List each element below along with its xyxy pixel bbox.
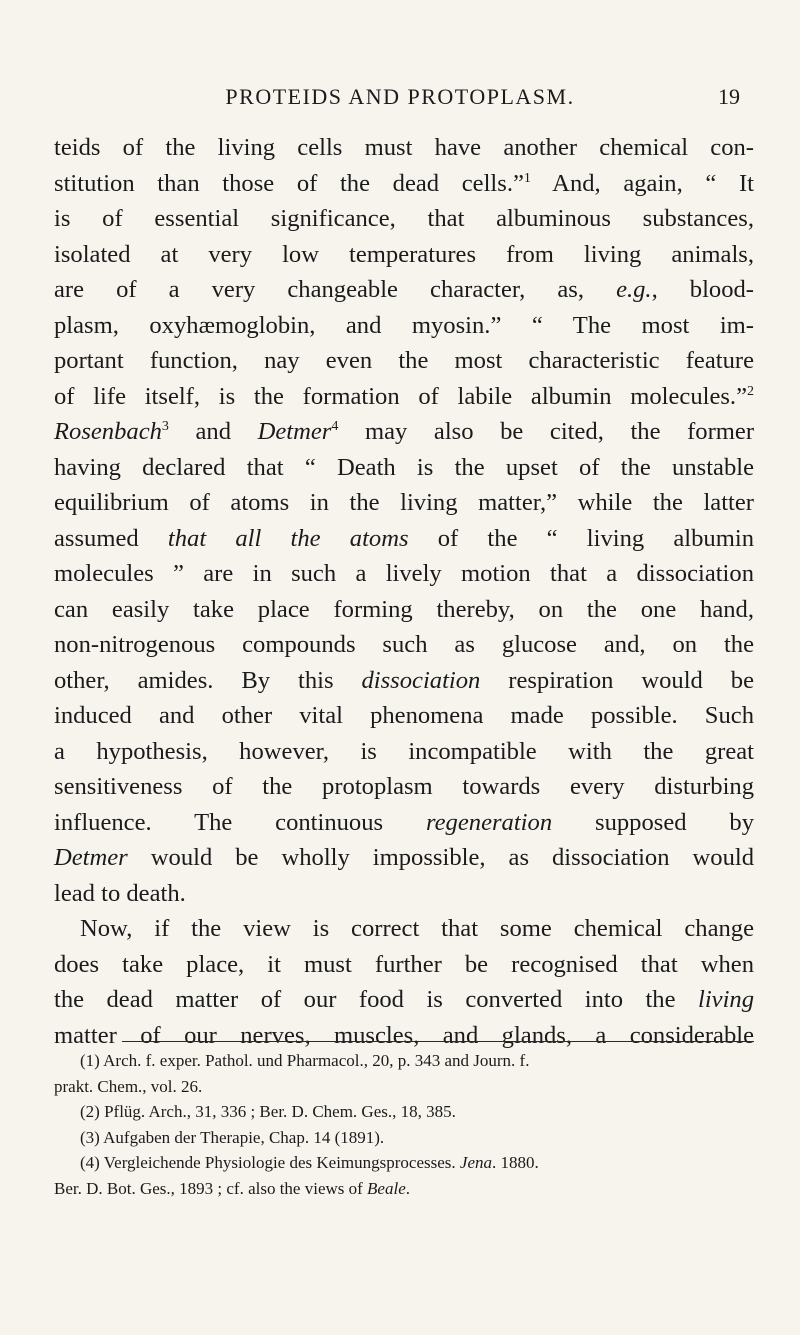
footnote-4: (4) Vergleichende Physiologie des Keimungsprocesses. Jena. 1880. bbox=[80, 1153, 539, 1172]
text-line: are of a very changeable character, as, e.g., blood- bbox=[54, 276, 754, 303]
text-line: Rosenbach$^3$ and Detmer$^4$ may also be cited, the former bbox=[54, 418, 755, 445]
page-header bbox=[60, 84, 740, 120]
text-line: sensitiveness of the protoplasm towards every disturbing bbox=[54, 773, 754, 800]
footnote-3: (3) Aufgaben der Therapie, Chap. 14 (1891). bbox=[80, 1127, 385, 1147]
text-line: influence. The continuous regeneration supposed by bbox=[54, 808, 754, 836]
text-line: a hypothesis, however, is incompatible with the great bbox=[54, 737, 754, 765]
text-line: isolated at very low temperatures from living animals, bbox=[54, 240, 754, 268]
text-line: matter of our nerves, muscles, and glands, a considerable bbox=[54, 1021, 754, 1049]
main-text bbox=[54, 130, 754, 1053]
footnote-divider bbox=[122, 1041, 754, 1042]
text-line: of life itself, is the formation of labile albumin molecules.”$^2$ bbox=[54, 382, 754, 410]
footnote-1-cont: prakt. Chem., vol. 26. bbox=[54, 1076, 203, 1096]
running-title: PROTEIDS AND PROTOPLASM. bbox=[225, 84, 575, 109]
footnote-4-cont: Ber. D. Bot. Ges., 1893 ; cf. also the views of Beale. bbox=[54, 1178, 410, 1198]
text-line: molecules ” are in such a lively motion that a dissociation bbox=[54, 560, 754, 587]
footnote-1: (1) Arch. f. exper. Pathol. und Pharmacol., 20, p. 343 and Journ. f. bbox=[80, 1051, 530, 1070]
text-line: does take place, it must further be recognised that when bbox=[54, 950, 754, 978]
text-line: equilibrium of atoms in the living matter,” while the latter bbox=[54, 489, 754, 516]
text-line: plasm, oxyhæmoglobin, and myosin.” “ The most im- bbox=[54, 311, 754, 339]
text-line: having declared that “ Death is the upset of the unstable bbox=[54, 453, 754, 481]
text-line: other, amides. By this dissociation respiration would be bbox=[54, 666, 754, 694]
text-line: teids of the living cells must have another chemical con- bbox=[54, 134, 754, 161]
footnote-ref: 1 bbox=[523, 170, 531, 186]
footnote-ref: 2 bbox=[747, 383, 754, 399]
text-line: Detmer would be wholly impossible, as dissociation would bbox=[54, 844, 754, 871]
text-line: assumed that all the atoms of the “ living albumin bbox=[54, 524, 754, 552]
text-line: is of essential significance, that albuminous substances, bbox=[54, 205, 754, 232]
text-line: lead to death. bbox=[54, 879, 186, 907]
text-line: non-nitrogenous compounds such as glucose and, on the bbox=[54, 631, 754, 658]
text-line: the dead matter of our food is converted into the living bbox=[54, 986, 754, 1013]
text-line: induced and other vital phenomena made possible. Such bbox=[54, 702, 754, 729]
footnotes bbox=[54, 1048, 754, 1201]
footnote-2: (2) Pflüg. Arch., 31, 336 ; Ber. D. Chem. Ges., 18, 385. bbox=[80, 1102, 456, 1121]
text-line: stitution than those of the dead cells.”$^1$ And, again, “ It bbox=[54, 169, 754, 197]
footnote-ref: 4 bbox=[331, 418, 339, 434]
text-line: Now, if the view is correct that some chemical change bbox=[80, 915, 754, 942]
text-line: portant function, nay even the most characteristic feature bbox=[54, 347, 754, 374]
page-number: 19 bbox=[718, 84, 740, 109]
text-line: can easily take place forming thereby, on the one hand, bbox=[54, 595, 754, 623]
footnote-ref: 3 bbox=[161, 418, 169, 434]
